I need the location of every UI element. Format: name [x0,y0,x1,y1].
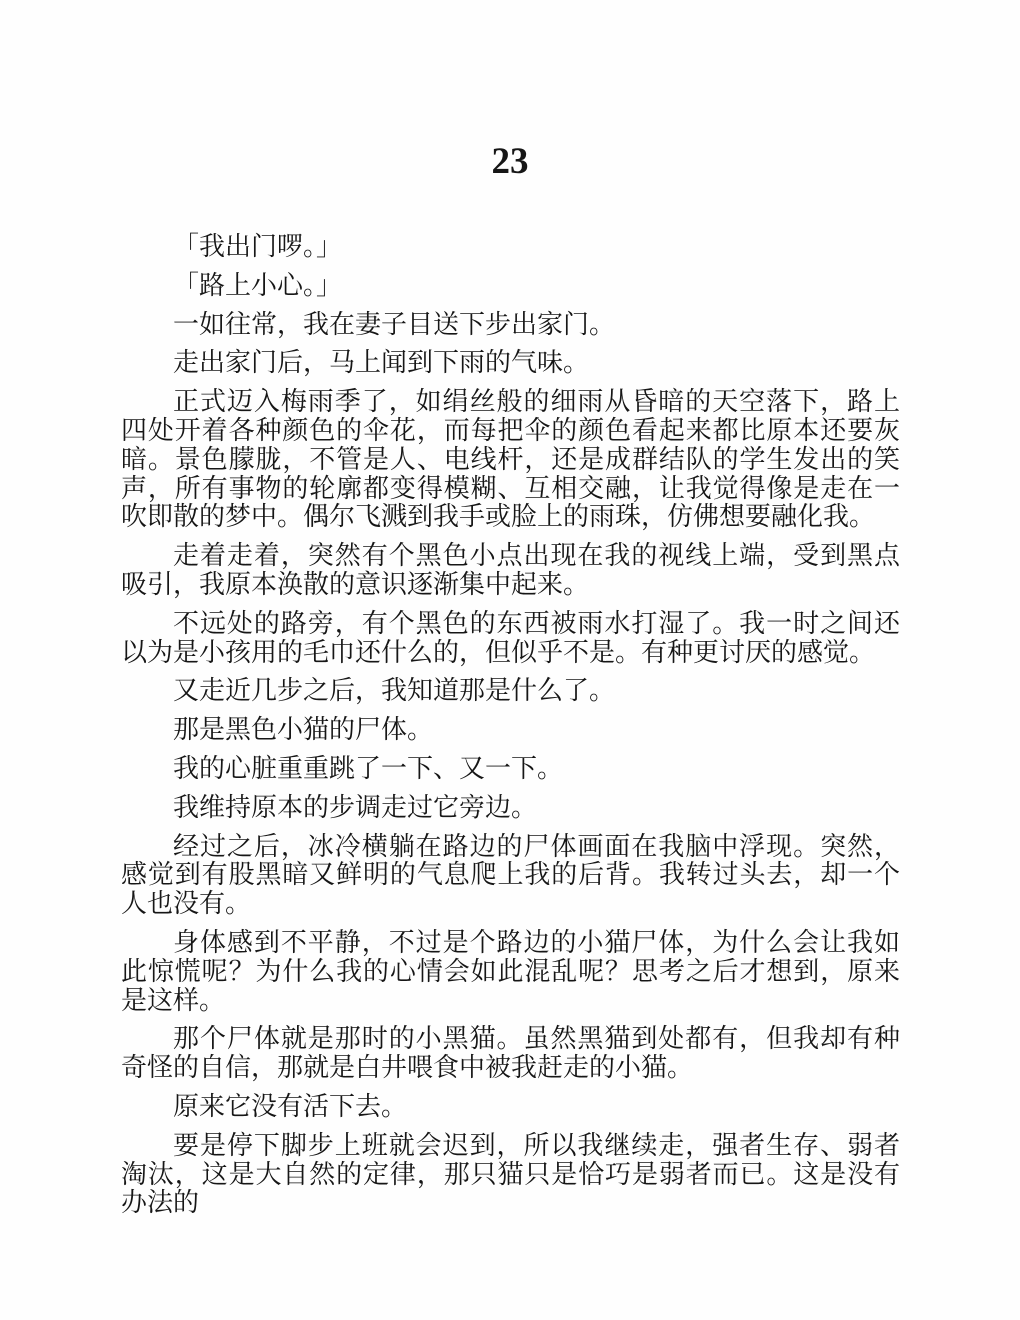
paragraph: 要是停下脚步上班就会迟到，所以我继续走，强者生存、弱者淘汰，这是大自然的定律，那只猫只是恰巧是弱者而已。这是没有办法的 [121,1130,900,1218]
paragraph: 「路上小心。」 [173,270,343,300]
paragraph: 走出家门后，马上闻到下雨的气味。 [173,348,590,378]
paragraph: 正式迈入梅雨季了，如绢丝般的细雨从昏暗的天空落下，路上四处开着各种颜色的伞花，而每把伞的颜色看起来都比原本还要灰暗。景色朦胧，不管是人、电线杆，还是成群结队的学生发出的笑声，所有事物的轮廓都变得模糊、互相交融，让我觉得像是走在一吹即散的梦中。偶尔飞溅到我手或脸上的雨珠，仿佛想要融化我。 [121,387,900,532]
paragraph: 不远处的路旁，有个黑色的东西被雨水打湿了。我一时之间还以为是小孩用的毛巾还什么的，但似乎不是。有种更讨厌的感觉。 [121,608,900,667]
chapter-number: 23 [491,141,529,182]
paragraph: 我的心脏重重跳了一下、又一下。 [173,753,564,783]
paragraph: 「我出门啰。」 [173,232,343,261]
page-body [121,233,900,1218]
paragraph: 身体感到不平静，不过是个路边的小猫尸体，为什么会让我如此惊慌呢？为什么我的心情会如此混乱呢？思考之后才想到，原来是这样。 [121,927,900,1015]
paragraph: 我维持原本的步调走过它旁边。 [173,792,538,822]
paragraph: 经过之后，冰冷横躺在路边的尸体画面在我脑中浮现。突然，感觉到有股黑暗又鲜明的气息爬上我的后背。我转过头去，却一个人也没有。 [121,831,900,919]
paragraph: 又走近几步之后，我知道那是什么了。 [173,676,616,706]
paragraph: 那个尸体就是那时的小黑猫。虽然黑猫到处都有，但我却有种奇怪的自信，那就是白井喂食中被我赶走的小猫。 [121,1024,900,1083]
paragraph: 走着走着，突然有个黑色小点出现在我的视线上端，受到黑点吸引，我原本涣散的意识逐渐集中起来。 [121,541,900,599]
paragraph: 原来它没有活下去。 [173,1091,408,1121]
paragraph: 一如往常，我在妻子目送下步出家门。 [173,309,616,339]
paragraph: 那是黑色小猫的尸体。 [173,715,434,745]
